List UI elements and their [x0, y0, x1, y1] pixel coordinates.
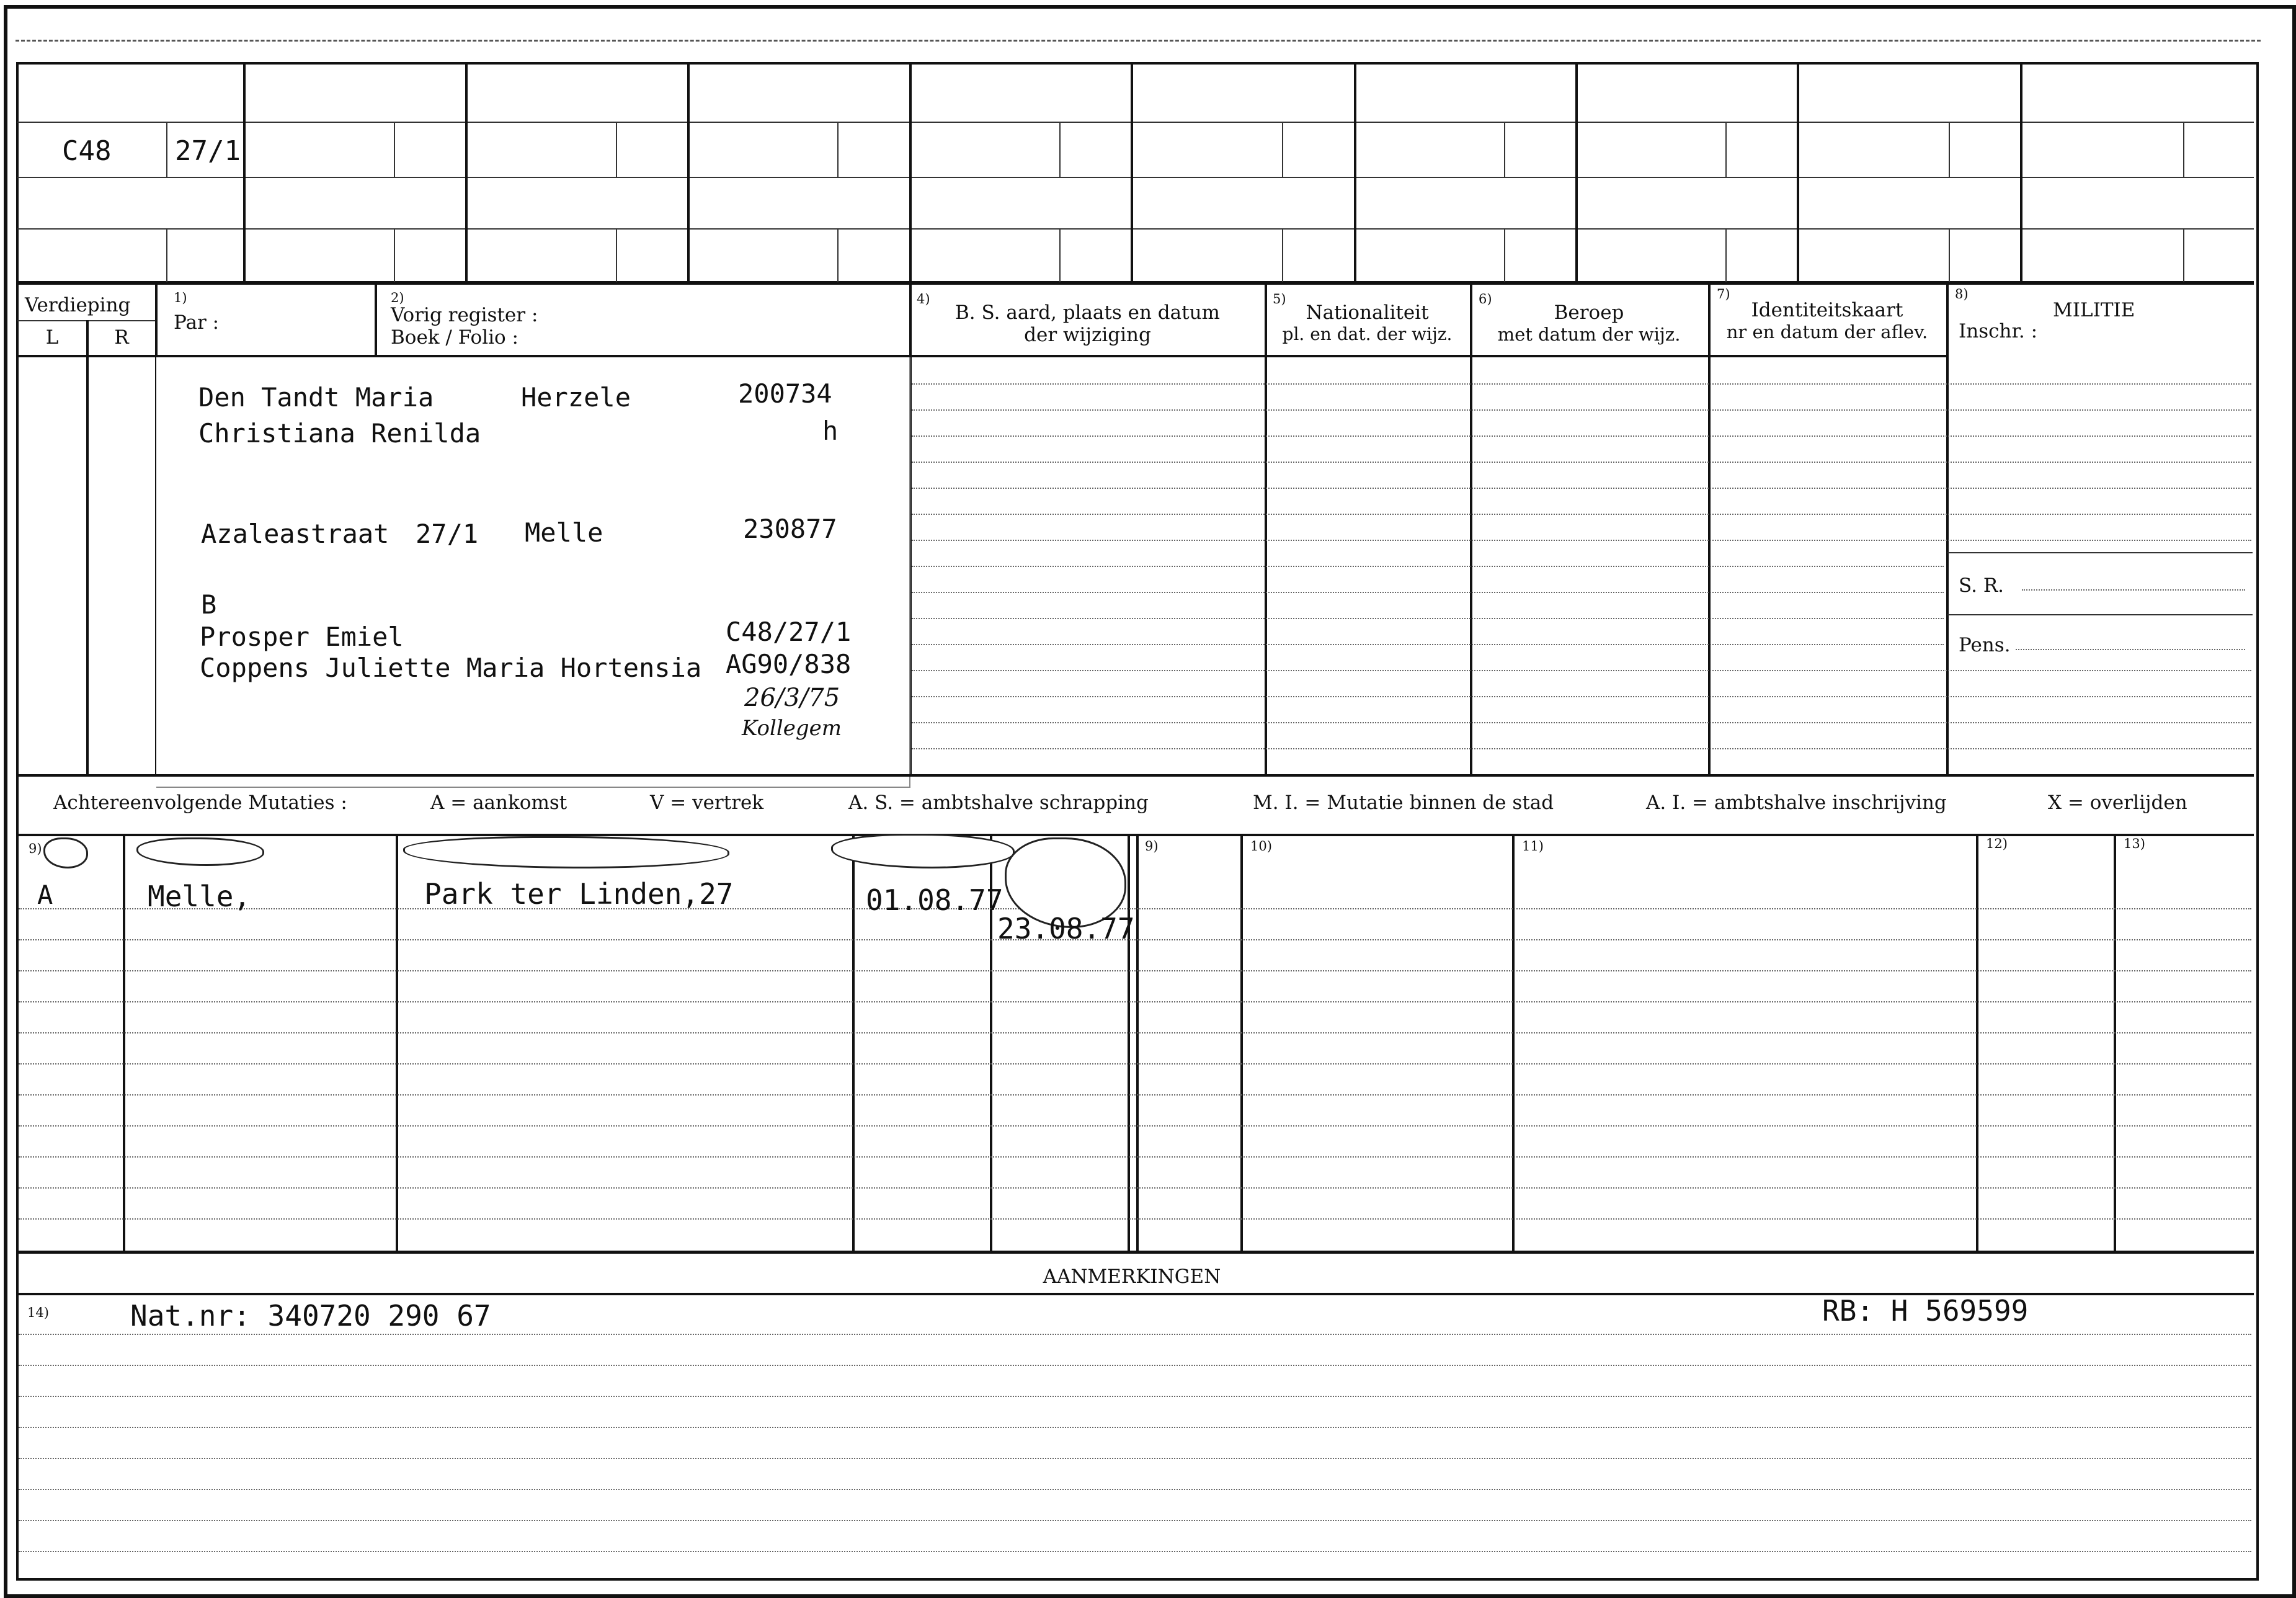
note-5: 5)	[1273, 292, 1286, 306]
person-name-2: Christiana Renilda	[198, 418, 481, 449]
par-label: Par :	[174, 311, 220, 334]
pens-label: Pens.	[1959, 634, 2011, 656]
note-1: 1)	[174, 290, 187, 305]
legend-mi: M. I. = Mutatie binnen de stad	[1253, 792, 1554, 814]
note-8: 8)	[1955, 287, 1969, 301]
person-ref-2: AG90/838	[726, 649, 852, 679]
note-12: 12)	[1986, 836, 2008, 851]
national-number: Nat.nr: 340720 290 67	[130, 1299, 491, 1332]
person-sex: h	[822, 416, 839, 446]
top-code: C48	[62, 135, 112, 167]
person-hand-place: Kollegem	[742, 716, 842, 741]
person-hand-date: 26/3/75	[744, 684, 840, 712]
col-l-label: L	[45, 326, 59, 349]
person-marital: B	[201, 589, 217, 620]
vorig-register-label: Vorig register :	[391, 304, 538, 326]
beroep-header-1: Beroep	[1554, 301, 1624, 324]
col-r-label: R	[114, 326, 129, 349]
person-reg-date: 230877	[743, 514, 837, 544]
top-dashed-edge	[16, 40, 2261, 42]
id-header-1: Identiteitskaart	[1751, 299, 1903, 321]
remarks-title: AANMERKINGEN	[1043, 1265, 1221, 1288]
note-4: 4)	[917, 292, 930, 306]
legend-top-line	[17, 774, 2254, 777]
id-header-2: nr en datum der aflev.	[1726, 321, 1928, 342]
note-9b: 9)	[1145, 839, 1159, 854]
note-2: 2)	[391, 290, 404, 305]
inner-frame	[16, 62, 2259, 1581]
legend-v: V = vertrek	[650, 792, 764, 814]
bs-header-2: der wijziging	[1024, 324, 1151, 346]
mutation-date-1: 01.08.77	[866, 883, 1003, 917]
legend-ai: A. I. = ambtshalve inschrijving	[1646, 792, 1947, 814]
person-ref-1: C48/27/1	[726, 617, 852, 647]
note-13: 13)	[2124, 836, 2145, 851]
mutation-type: A	[37, 880, 53, 910]
note-10: 10)	[1250, 839, 1272, 854]
legend-x: X = overlijden	[2048, 792, 2187, 814]
nat-header-1: Nationaliteit	[1306, 301, 1429, 324]
nat-header-2: pl. en dat. der wijz.	[1282, 324, 1453, 344]
inschr-label: Inschr. :	[1959, 320, 2038, 342]
person-mother: Coppens Juliette Maria Hortensia	[200, 653, 702, 683]
person-address: Azaleastraat	[201, 519, 389, 549]
note-11: 11)	[1522, 839, 1544, 854]
person-birthdate: 200734	[738, 378, 832, 409]
legend-intro: Achtereenvolgende Mutaties :	[53, 792, 347, 814]
sr-label: S. R.	[1959, 574, 2005, 597]
mutation-street: Park ter Linden,27	[424, 877, 734, 911]
boek-folio-label: Boek / Folio :	[391, 326, 518, 349]
note-7: 7)	[1717, 287, 1730, 301]
note-9a: 9)	[29, 841, 42, 856]
verdieping-label: Verdieping	[25, 294, 131, 316]
militie-label: MILITIE	[2053, 299, 2135, 321]
person-house-no: 27/1	[416, 519, 479, 549]
beroep-header-2: met datum der wijz.	[1497, 324, 1681, 345]
person-city: Melle	[525, 517, 603, 548]
top-folio: 27/1	[175, 135, 241, 167]
rb-number: RB: H 569599	[1822, 1294, 2029, 1328]
person-father: Prosper Emiel	[200, 622, 404, 652]
mutation-city: Melle,	[148, 880, 251, 913]
legend-as: A. S. = ambtshalve schrapping	[848, 792, 1149, 814]
mutation-date-2: 23.08.77	[997, 912, 1135, 945]
person-birthplace: Herzele	[521, 382, 631, 413]
note-14: 14)	[27, 1305, 49, 1320]
person-name-1: Den Tandt Maria	[198, 382, 434, 413]
legend-a: A = aankomst	[430, 792, 567, 814]
note-6: 6)	[1479, 292, 1492, 306]
bs-header-1: B. S. aard, plaats en datum	[955, 301, 1220, 324]
